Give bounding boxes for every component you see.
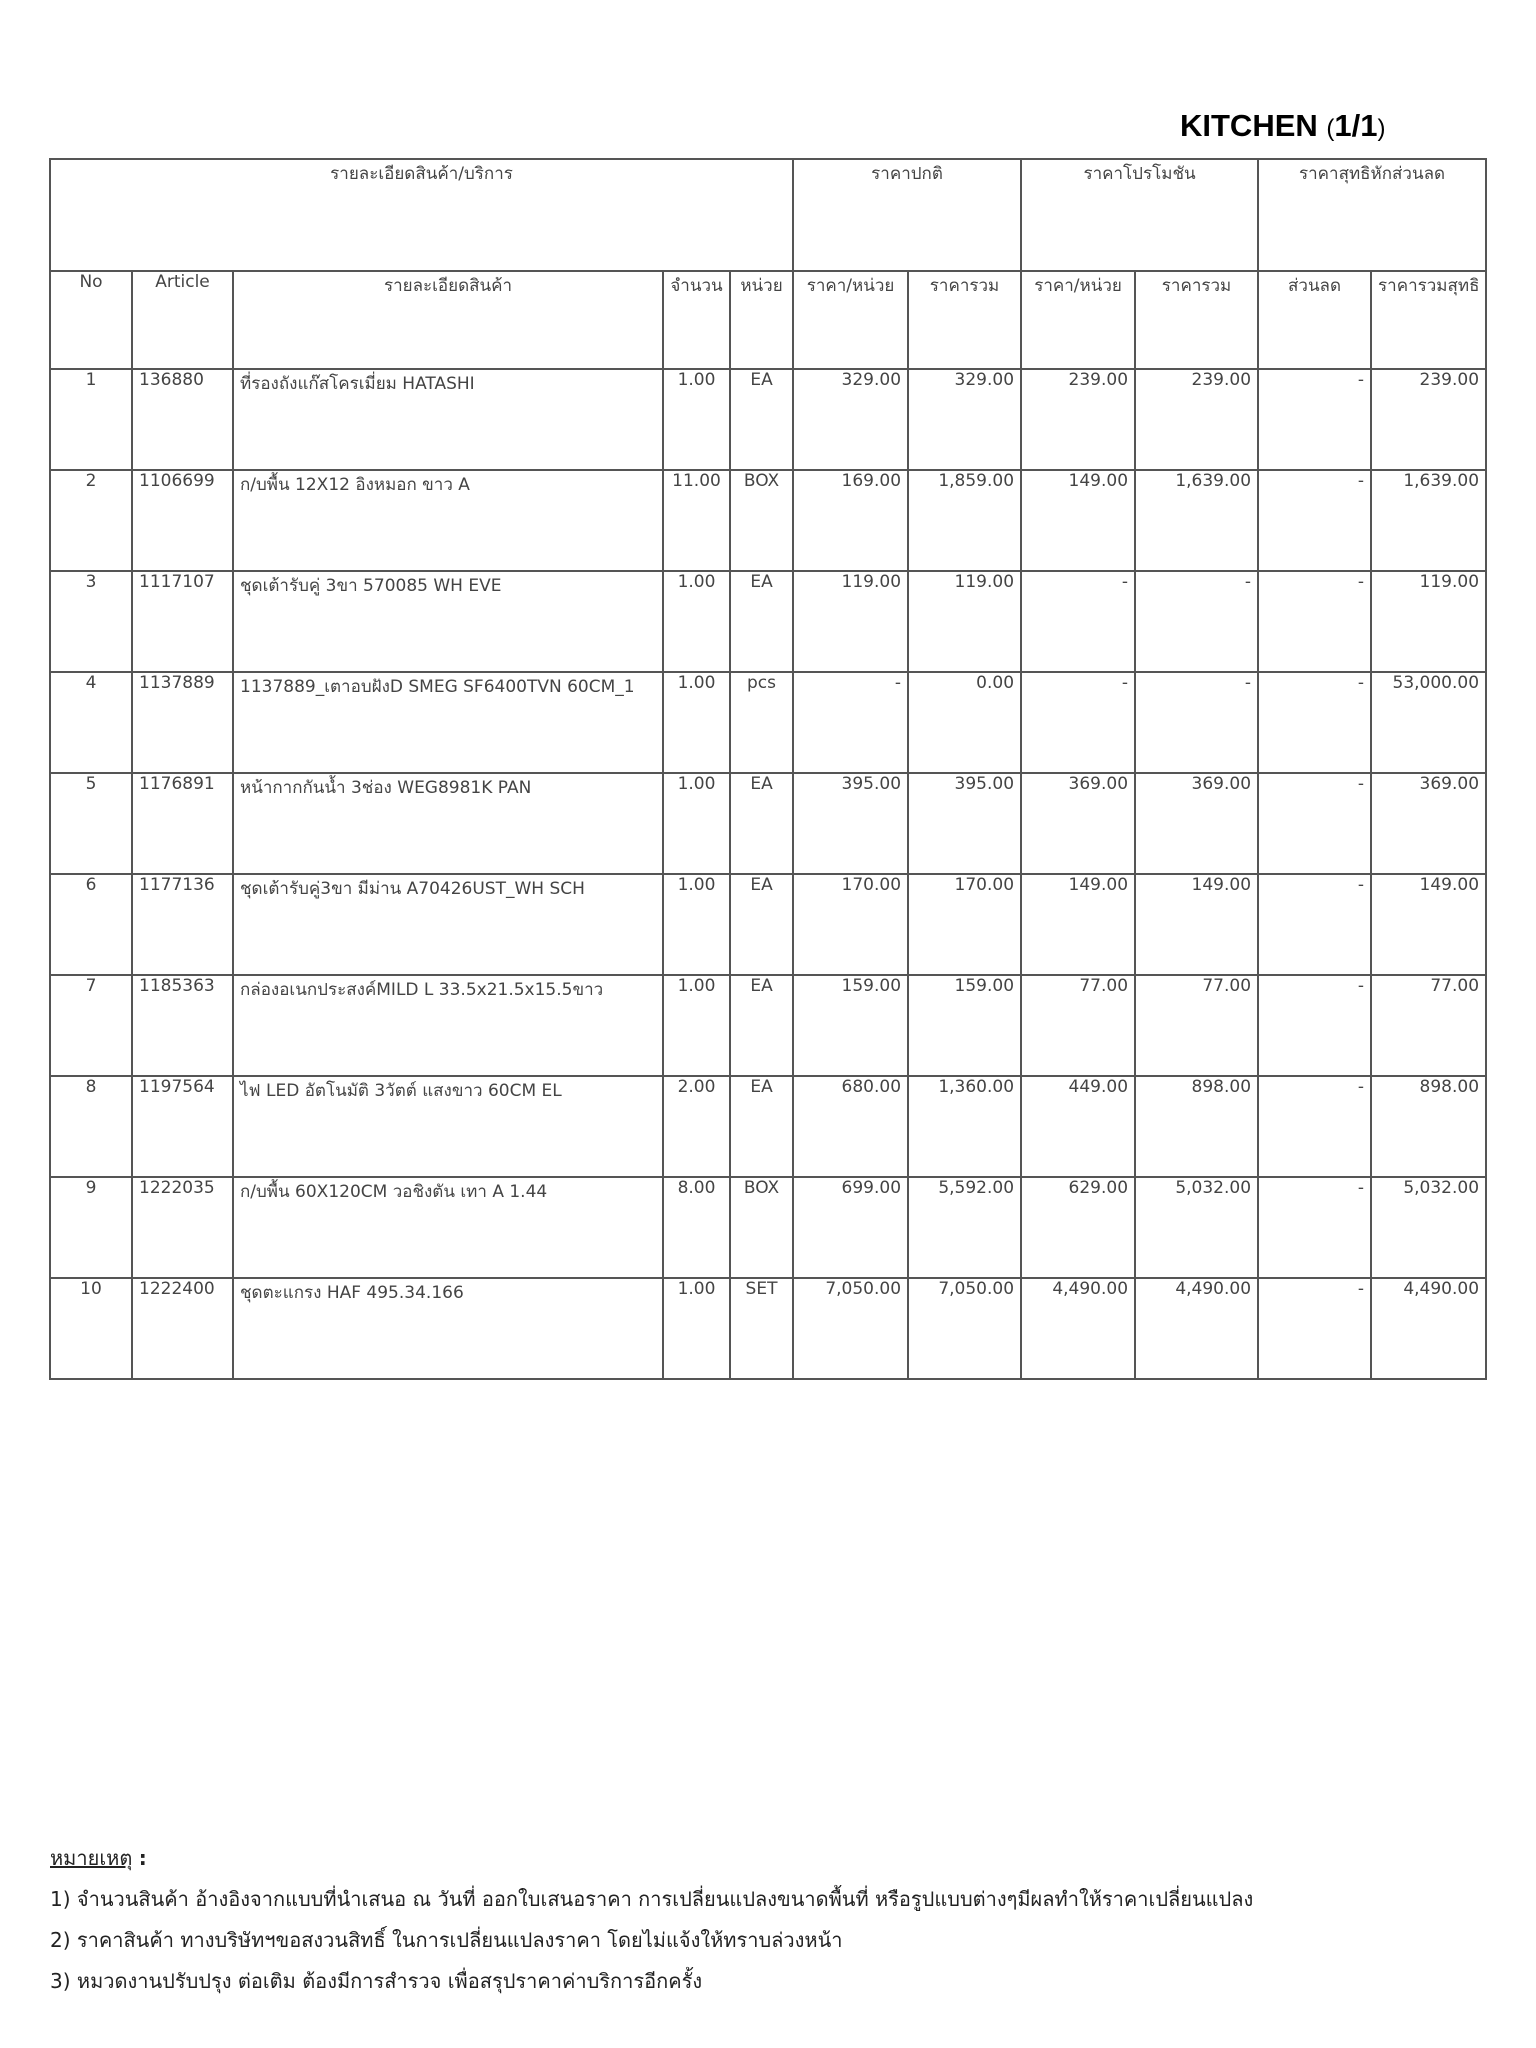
col-header-reg-total: ราคารวม (908, 271, 1021, 369)
col-header-discount: ส่วนลด (1258, 271, 1371, 369)
cell-reg-unit: - (793, 672, 908, 773)
cell-reg-total: 0.00 (908, 672, 1021, 773)
cell-promo-total: 898.00 (1135, 1076, 1258, 1177)
cell-reg-unit: 169.00 (793, 470, 908, 571)
cell-desc: หน้ากากกันน้ำ 3ช่อง WEG8981K PAN (233, 773, 663, 874)
cell-reg-unit: 170.00 (793, 874, 908, 975)
cell-reg-unit: 7,050.00 (793, 1278, 908, 1379)
cell-promo-unit: 449.00 (1021, 1076, 1135, 1177)
cell-discount: - (1258, 1177, 1371, 1278)
table-row (50, 672, 1486, 773)
cell-promo-unit: 149.00 (1021, 874, 1135, 975)
page-open-paren: ( (1326, 115, 1335, 142)
note-item: 3) หมวดงานปรับปรุง ต่อเติม ต้องมีการสำรวจ เพื่อสรุปราคาค่าบริการอีกครั้ง (50, 1969, 703, 1993)
cell-desc: 1137889_เตาอบฝังD SMEG SF6400TVN 60CM_1 (233, 672, 663, 773)
cell-net-total: 77.00 (1371, 975, 1486, 1076)
group-header-row (50, 159, 1486, 271)
col-header-promo-unit: ราคา/หน่วย (1021, 271, 1135, 369)
cell-no: 7 (50, 975, 132, 1076)
notes-section (50, 1838, 1490, 2002)
notes-heading-line (50, 1838, 1490, 1879)
cell-article: 1197564 (132, 1076, 233, 1177)
cell-qty: 1.00 (663, 672, 730, 773)
cell-desc: ก/บพื้น 60X120CM วอชิงตัน เทา A 1.44 (233, 1177, 663, 1278)
cell-promo-unit: - (1021, 571, 1135, 672)
cell-qty: 11.00 (663, 470, 730, 571)
cell-reg-unit: 119.00 (793, 571, 908, 672)
cell-qty: 1.00 (663, 1278, 730, 1379)
cell-promo-unit: 149.00 (1021, 470, 1135, 571)
cell-net-total: 369.00 (1371, 773, 1486, 874)
title-text: KITCHEN (1180, 108, 1318, 143)
table-row (50, 369, 1486, 470)
cell-discount: - (1258, 1278, 1371, 1379)
cell-qty: 8.00 (663, 1177, 730, 1278)
cell-reg-total: 159.00 (908, 975, 1021, 1076)
table-row (50, 571, 1486, 672)
notes-heading: หมายเหตุ (50, 1846, 133, 1870)
col-header-unit: หน่วย (730, 271, 793, 369)
cell-promo-total: - (1135, 672, 1258, 773)
col-header-promo-total: ราคารวม (1135, 271, 1258, 369)
table-row (50, 1177, 1486, 1278)
cell-net-total: 149.00 (1371, 874, 1486, 975)
cell-discount: - (1258, 874, 1371, 975)
cell-net-total: 1,639.00 (1371, 470, 1486, 571)
cell-unit: EA (730, 874, 793, 975)
cell-desc: กล่องอเนกประสงค์MILD L 33.5x21.5x15.5ขาว (233, 975, 663, 1076)
table-row (50, 975, 1486, 1076)
cell-no: 1 (50, 369, 132, 470)
cell-no: 9 (50, 1177, 132, 1278)
cell-promo-total: 149.00 (1135, 874, 1258, 975)
cell-article: 1176891 (132, 773, 233, 874)
col-header-reg-unit: ราคา/หน่วย (793, 271, 908, 369)
cell-article: 1137889 (132, 672, 233, 773)
cell-reg-total: 329.00 (908, 369, 1021, 470)
col-header-article: Article (132, 271, 233, 369)
cell-discount: - (1258, 975, 1371, 1076)
cell-no: 10 (50, 1278, 132, 1379)
cell-desc: ไฟ LED อัตโนมัติ 3วัตต์ แสงขาว 60CM EL (233, 1076, 663, 1177)
cell-reg-total: 119.00 (908, 571, 1021, 672)
cell-no: 3 (50, 571, 132, 672)
cell-net-total: 4,490.00 (1371, 1278, 1486, 1379)
cell-promo-unit: 239.00 (1021, 369, 1135, 470)
cell-promo-unit: 629.00 (1021, 1177, 1135, 1278)
page-title (1180, 108, 1480, 144)
cell-desc: ก/บพื้น 12X12 อิงหมอก ขาว A (233, 470, 663, 571)
cell-unit: EA (730, 1076, 793, 1177)
cell-unit: EA (730, 369, 793, 470)
cell-qty: 1.00 (663, 874, 730, 975)
col-header-no: No (50, 271, 132, 369)
column-header-row (50, 271, 1486, 369)
cell-article: 1177136 (132, 874, 233, 975)
cell-promo-total: 239.00 (1135, 369, 1258, 470)
cell-unit: EA (730, 773, 793, 874)
cell-no: 2 (50, 470, 132, 571)
cell-discount: - (1258, 773, 1371, 874)
cell-discount: - (1258, 369, 1371, 470)
cell-reg-unit: 680.00 (793, 1076, 908, 1177)
cell-unit: EA (730, 975, 793, 1076)
cell-promo-unit: - (1021, 672, 1135, 773)
cell-article: 1117107 (132, 571, 233, 672)
cell-discount: - (1258, 1076, 1371, 1177)
group-header-regular: ราคาปกติ (793, 159, 1021, 271)
page-close-paren: ) (1377, 115, 1386, 142)
cell-discount: - (1258, 571, 1371, 672)
cell-reg-total: 1,360.00 (908, 1076, 1021, 1177)
cell-reg-unit: 329.00 (793, 369, 908, 470)
cell-net-total: 53,000.00 (1371, 672, 1486, 773)
cell-unit: pcs (730, 672, 793, 773)
cell-qty: 1.00 (663, 369, 730, 470)
cell-desc: ที่รองถังแก๊สโครเมี่ยม HATASHI (233, 369, 663, 470)
cell-unit: BOX (730, 470, 793, 571)
cell-promo-unit: 77.00 (1021, 975, 1135, 1076)
cell-unit: EA (730, 571, 793, 672)
notes-colon: : (138, 1846, 147, 1870)
cell-reg-total: 7,050.00 (908, 1278, 1021, 1379)
table-row (50, 1278, 1486, 1379)
cell-net-total: 898.00 (1371, 1076, 1486, 1177)
cell-qty: 1.00 (663, 975, 730, 1076)
cell-qty: 1.00 (663, 773, 730, 874)
cell-unit: BOX (730, 1177, 793, 1278)
table-row (50, 1076, 1486, 1177)
cell-promo-total: - (1135, 571, 1258, 672)
cell-no: 5 (50, 773, 132, 874)
cell-discount: - (1258, 672, 1371, 773)
note-item: 2) ราคาสินค้า ทางบริษัทฯขอสงวนสิทธิ์ ในการเปลี่ยนแปลงราคา โดยไม่แจ้งให้ทราบล่วงหน้า (50, 1928, 843, 1952)
col-header-qty: จำนวน (663, 271, 730, 369)
cell-reg-total: 1,859.00 (908, 470, 1021, 571)
cell-promo-total: 369.00 (1135, 773, 1258, 874)
cell-article: 1222035 (132, 1177, 233, 1278)
cell-article: 136880 (132, 369, 233, 470)
cell-no: 6 (50, 874, 132, 975)
cell-qty: 1.00 (663, 571, 730, 672)
quotation-table (49, 158, 1487, 1380)
cell-promo-total: 4,490.00 (1135, 1278, 1258, 1379)
cell-article: 1185363 (132, 975, 233, 1076)
cell-no: 8 (50, 1076, 132, 1177)
cell-no: 4 (50, 672, 132, 773)
cell-article: 1106699 (132, 470, 233, 571)
cell-net-total: 239.00 (1371, 369, 1486, 470)
cell-promo-total: 1,639.00 (1135, 470, 1258, 571)
col-header-net-total: ราคารวมสุทธิ (1371, 271, 1486, 369)
table-row (50, 874, 1486, 975)
group-header-net: ราคาสุทธิหักส่วนลด (1258, 159, 1486, 271)
cell-net-total: 5,032.00 (1371, 1177, 1486, 1278)
cell-reg-total: 170.00 (908, 874, 1021, 975)
cell-promo-unit: 369.00 (1021, 773, 1135, 874)
cell-discount: - (1258, 470, 1371, 571)
cell-desc: ชุดตะแกรง HAF 495.34.166 (233, 1278, 663, 1379)
cell-reg-unit: 159.00 (793, 975, 908, 1076)
cell-reg-unit: 699.00 (793, 1177, 908, 1278)
note-item: 1) จำนวนสินค้า อ้างอิงจากแบบที่นำเสนอ ณ วันที่ ออกใบเสนอราคา การเปลี่ยนแปลงขนาดพื้นที่ หรือรูปแบบต่างๆมีผลทำให้ราคาเปลี่ยนแปลง (50, 1887, 1254, 1911)
cell-reg-total: 5,592.00 (908, 1177, 1021, 1278)
cell-net-total: 119.00 (1371, 571, 1486, 672)
page-indicator: 1/1 (1334, 108, 1378, 143)
cell-article: 1222400 (132, 1278, 233, 1379)
cell-unit: SET (730, 1278, 793, 1379)
table-row (50, 773, 1486, 874)
group-header-details: รายละเอียดสินค้า/บริการ (50, 159, 793, 271)
cell-promo-total: 5,032.00 (1135, 1177, 1258, 1278)
cell-qty: 2.00 (663, 1076, 730, 1177)
cell-reg-unit: 395.00 (793, 773, 908, 874)
cell-reg-total: 395.00 (908, 773, 1021, 874)
cell-promo-unit: 4,490.00 (1021, 1278, 1135, 1379)
cell-promo-total: 77.00 (1135, 975, 1258, 1076)
cell-desc: ชุดเต้ารับคู่ 3ขา 570085 WH EVE (233, 571, 663, 672)
col-header-desc: รายละเอียดสินค้า (233, 271, 663, 369)
group-header-promo: ราคาโปรโมชัน (1021, 159, 1258, 271)
cell-desc: ชุดเต้ารับคู่3ขา มีม่าน A70426UST_WH SCH (233, 874, 663, 975)
table-row (50, 470, 1486, 571)
